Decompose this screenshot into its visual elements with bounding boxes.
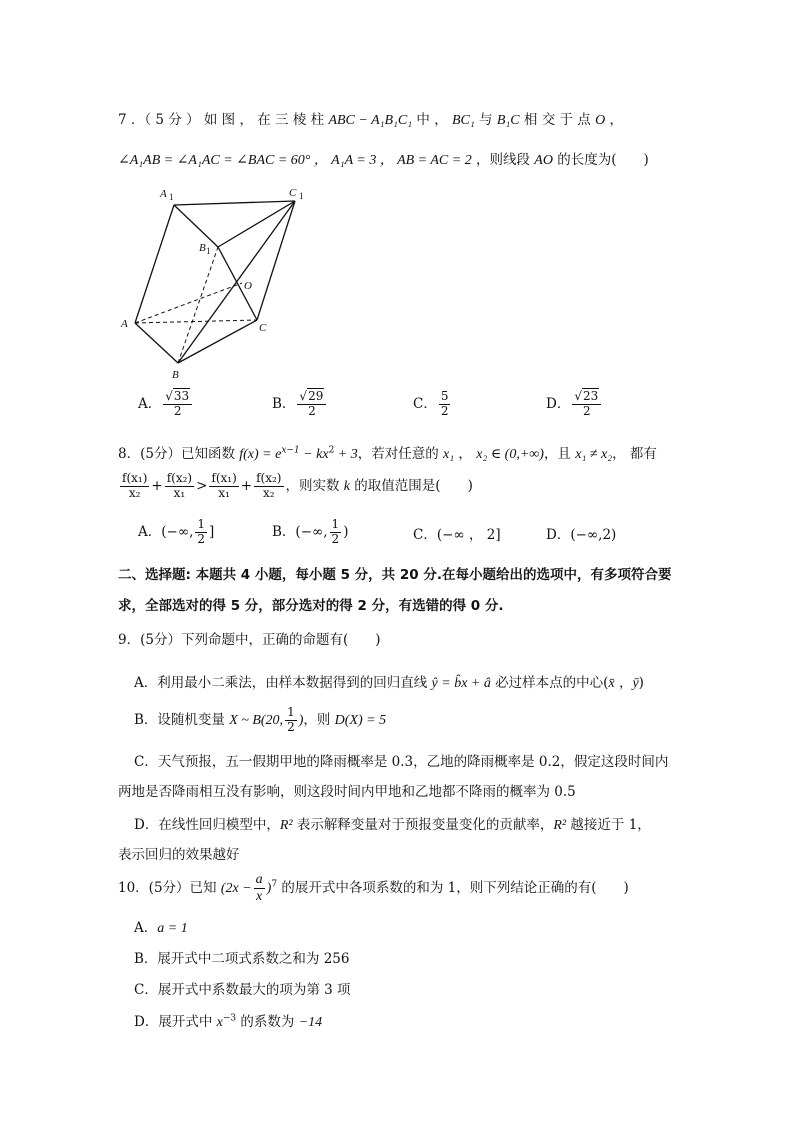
- section-2-instructions-line1: 二、选择题: 本题共 4 小题，每小题 5 分，共 20 分.在每小题给出的选项中，有多项符合要: [118, 567, 672, 583]
- q9-option-c[interactable]: C．天气预报，五一假期甲地的降雨概率是 0.3，乙地的降雨概率是 0.2，假定这段时间内: [134, 754, 669, 770]
- q7-option-c[interactable]: C． $\frac{5}{2}$: [413, 389, 449, 418]
- label-b: B: [172, 369, 179, 381]
- svg-text:1: 1: [169, 192, 174, 202]
- q8-option-a[interactable]: A．(−∞, $\frac{1}{2}$ ]: [138, 517, 215, 546]
- q7-option-b[interactable]: B． $\frac{√29}{2}$: [272, 390, 328, 419]
- q7-option-a[interactable]: A． $\frac{√33}{2}$: [138, 390, 194, 419]
- label-o: O: [244, 280, 252, 292]
- q8-option-c[interactable]: C．(−∞ ， 2]: [413, 527, 501, 543]
- q10-option-b[interactable]: B．展开式中二项式系数之和为 256: [134, 951, 350, 967]
- edge-cc1: [257, 201, 295, 320]
- q9-option-b[interactable]: B．设随机变量 X ~ B(20, $\frac{1}{2}$ )，则 D(X) = 5: [134, 705, 387, 734]
- q9-option-a[interactable]: A．利用最小二乘法，由样本数据得到的回归直线 ŷ = b̂x + â 必过样本点的中心(x̄ ，ȳ): [134, 675, 644, 691]
- prism-diagram: [113, 185, 323, 385]
- segment-ao-hidden: [135, 283, 242, 323]
- edge-ac-hidden: [135, 320, 257, 323]
- svg-text:1: 1: [299, 191, 304, 201]
- edge-ab: [135, 323, 178, 363]
- q8-option-d[interactable]: D．(−∞,2): [546, 527, 617, 543]
- q7-stem-line2: ∠A₁AB = ∠A₁AC = ∠BAC = 60° ， A₁A = 3 ， AB = AC = 2 ，则线段 AO 的长度为( ): [118, 152, 649, 168]
- q9-stem: 9．(5分）下列命题中，正确的命题有( ): [118, 632, 381, 648]
- edge-bc: [178, 320, 257, 363]
- q10-stem: 10．(5分）已知 (2x − $\frac{a}{x}$ )$^7$ 的展开式中各项系数的和为 1，则下列结论正确的有( ): [118, 872, 629, 905]
- q7-option-d[interactable]: D． $\frac{√23}{2}$: [546, 390, 603, 419]
- q8-option-b[interactable]: B．(−∞, $\frac{1}{2}$ ): [272, 517, 349, 546]
- q7-stem-line1: 7 ．（ 5 分 ） 如 图 ， 在 三 棱 柱 ABC − A₁B₁C₁ 中 ， BC₁ 与 B₁C 相 交 于 点 O ，: [118, 112, 624, 128]
- label-c1: C: [289, 187, 297, 199]
- edge-a1b1: [174, 205, 218, 247]
- label-c: C: [259, 322, 267, 334]
- q8-stem-line1: 8．(5分）已知函数 $f(x) = e^{x-1} - kx^2 + 3$，若对任意的 x₁ ， x₂ ∈ (0,+∞)，且 x₁ ≠ x₂， 都有: [118, 445, 657, 462]
- q9-option-c-continued: 两地是否降雨相互没有影响，则这段时间内甲地和乙地都不降雨的概率为 0.5: [118, 784, 576, 800]
- q8-stem-line2: $\frac{\text{f(x₁)}}{\text{x₂}}$ + $\frac{\text{f(x₂)}}{\text{x₁}}$ > $\frac{\text{f(x₁)}}{\text{x₁}}$ + $\frac{\text{f(x₂)}}{\text{x₂}}$ ，则实数 k 的取值范围是( ): [122, 471, 473, 500]
- q10-option-c[interactable]: C．展开式中系数最大的项为第 3 项: [134, 982, 351, 998]
- svg-text:1: 1: [206, 246, 211, 256]
- label-b1: B: [199, 242, 206, 254]
- q9-option-d[interactable]: D．在线性回归模型中，R² 表示解释变量对于预报变量变化的贡献率，R² 越接近于 1，: [134, 817, 651, 833]
- edge-aa1: [135, 205, 174, 323]
- section-2-instructions-line2: 求，全部选对的得 5 分，部分选对的得 2 分，有选错的得 0 分.: [118, 598, 504, 614]
- label-a1: A: [160, 188, 167, 200]
- q10-option-a[interactable]: A．a = 1: [134, 920, 188, 936]
- label-a: A: [121, 318, 128, 330]
- q9-option-d-continued: 表示回归的效果越好: [118, 847, 240, 863]
- q10-option-d[interactable]: D．展开式中 $x^{-3}$ 的系数为 −14: [134, 1013, 323, 1030]
- edge-b1c1: [218, 201, 295, 247]
- edge-a1c1: [174, 201, 295, 205]
